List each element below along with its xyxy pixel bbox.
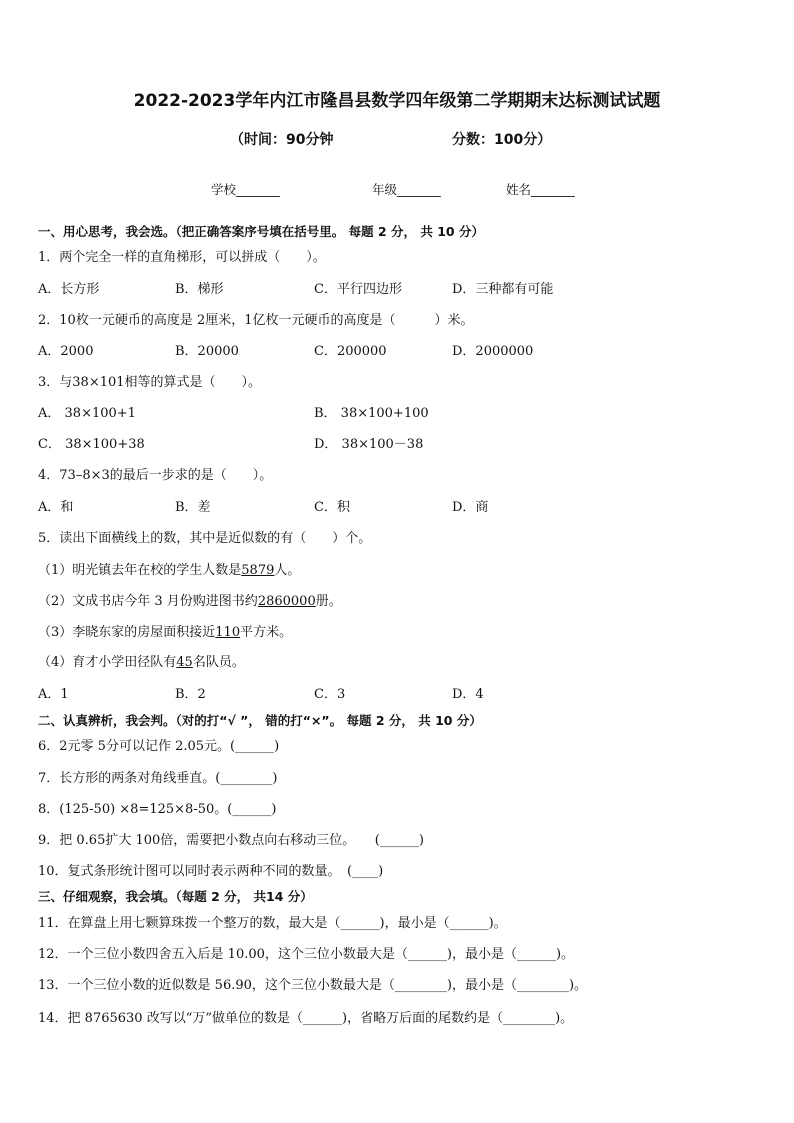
name-field: 姓名_______	[506, 182, 575, 197]
q5-sub-1-number: 5879	[241, 563, 275, 578]
question-8: 8．(125-50) ×8=125×8-50。(______)	[38, 802, 277, 817]
question-5: 5．读出下面横线上的数，其中是近似数的有（ ）个。	[38, 531, 372, 546]
q2-option-a: A．2000	[38, 344, 94, 359]
q1-option-b: B．梯形	[175, 282, 224, 297]
q4-option-a: A．和	[38, 500, 74, 515]
q5-sub-3: （3）李晓东家的房屋面积接近110平方米。	[38, 625, 293, 640]
question-10: 10．复式条形统计图可以同时表示两种不同的数量。 (____)	[38, 864, 384, 879]
q2-option-d: D．2000000	[452, 344, 534, 359]
q2-option-b: B．20000	[175, 344, 239, 359]
q3-option-c: C． 38×100+38	[38, 437, 145, 452]
question-4: 4．73–8×3的最后一步求的是（ ）。	[38, 468, 273, 483]
q5-sub-3-number: 110	[215, 625, 241, 640]
q3-option-a: A． 38×100+1	[38, 406, 136, 421]
q5-option-b: B．2	[175, 687, 206, 702]
question-9: 9．把 0.65扩大 100倍，需要把小数点向右移动三位。 (______)	[38, 833, 424, 848]
q4-option-b: B．差	[175, 500, 211, 515]
question-13: 13．一个三位小数的近似数是 56.90，这个三位小数最大是（________)，最小是（________)。	[38, 978, 588, 993]
q2-option-c: C．200000	[314, 344, 387, 359]
q1-option-d: D．三种都有可能	[452, 282, 554, 297]
q5-sub-2: （2）文成书店今年 3 月份购进图书约2860000册。	[38, 594, 342, 609]
question-1: 1．两个完全一样的直角梯形，可以拼成（ ）。	[38, 250, 326, 265]
q3-option-d: D． 38×100－38	[314, 437, 424, 452]
q5-sub-2-number: 2860000	[257, 594, 316, 609]
section-1-heading: 一、用心思考，我会选。（把正确答案序号填在括号里。 每题 2 分， 共 10 分）	[38, 224, 484, 239]
school-field: 学校_______	[211, 182, 280, 197]
question-12: 12．一个三位小数四舍五入后是 10.00，这个三位小数最大是（______)，最小是（______)。	[38, 947, 575, 962]
question-11: 11．在算盘上用七颗算珠拨一个整万的数，最大是（______)，最小是（______)。	[38, 916, 507, 931]
page-title: 2022-2023学年内江市隆昌县数学四年级第二学期期末达标测试试题	[133, 91, 661, 111]
section-3-heading: 三、仔细观察，我会填。（每题 2 分， 共14 分）	[38, 889, 313, 904]
question-6: 6．2元零 5分可以记作 2.05元。(______)	[38, 739, 280, 754]
q5-option-c: C．3	[314, 687, 346, 702]
q5-sub-4-number: 45	[176, 655, 193, 670]
q5-sub-1: （1）明光镇去年在校的学生人数是5879人。	[38, 563, 301, 578]
q5-option-a: A．1	[38, 687, 69, 702]
q5-sub-4: （4）育才小学田径队有45名队员。	[38, 655, 245, 670]
question-3: 3．与38×101相等的算式是（ ）。	[38, 375, 262, 390]
exam-time: （时间：90分钟	[230, 132, 334, 148]
q1-option-a: A．长方形	[38, 282, 100, 297]
q3-option-b: B． 38×100+100	[314, 406, 429, 421]
question-7: 7．长方形的两条对角线垂直。(________)	[38, 771, 278, 786]
question-14: 14．把 8765630 改写以“万”做单位的数是（______)，省略万后面的尾数约是（________)。	[38, 1011, 574, 1026]
q5-option-d: D．4	[452, 687, 484, 702]
question-2: 2．10枚一元硬币的高度是 2厘米，1亿枚一元硬币的高度是（ ）米。	[38, 313, 474, 328]
exam-score: 分数：100分）	[452, 132, 552, 148]
section-2-heading: 二、认真辨析，我会判。（对的打“√ ”， 错的打“×”。 每题 2 分， 共 10 分）	[38, 713, 482, 728]
q1-option-c: C．平行四边形	[314, 282, 402, 297]
q4-option-d: D．商	[452, 500, 489, 515]
grade-field: 年级_______	[372, 182, 441, 197]
q4-option-c: C．积	[314, 500, 350, 515]
